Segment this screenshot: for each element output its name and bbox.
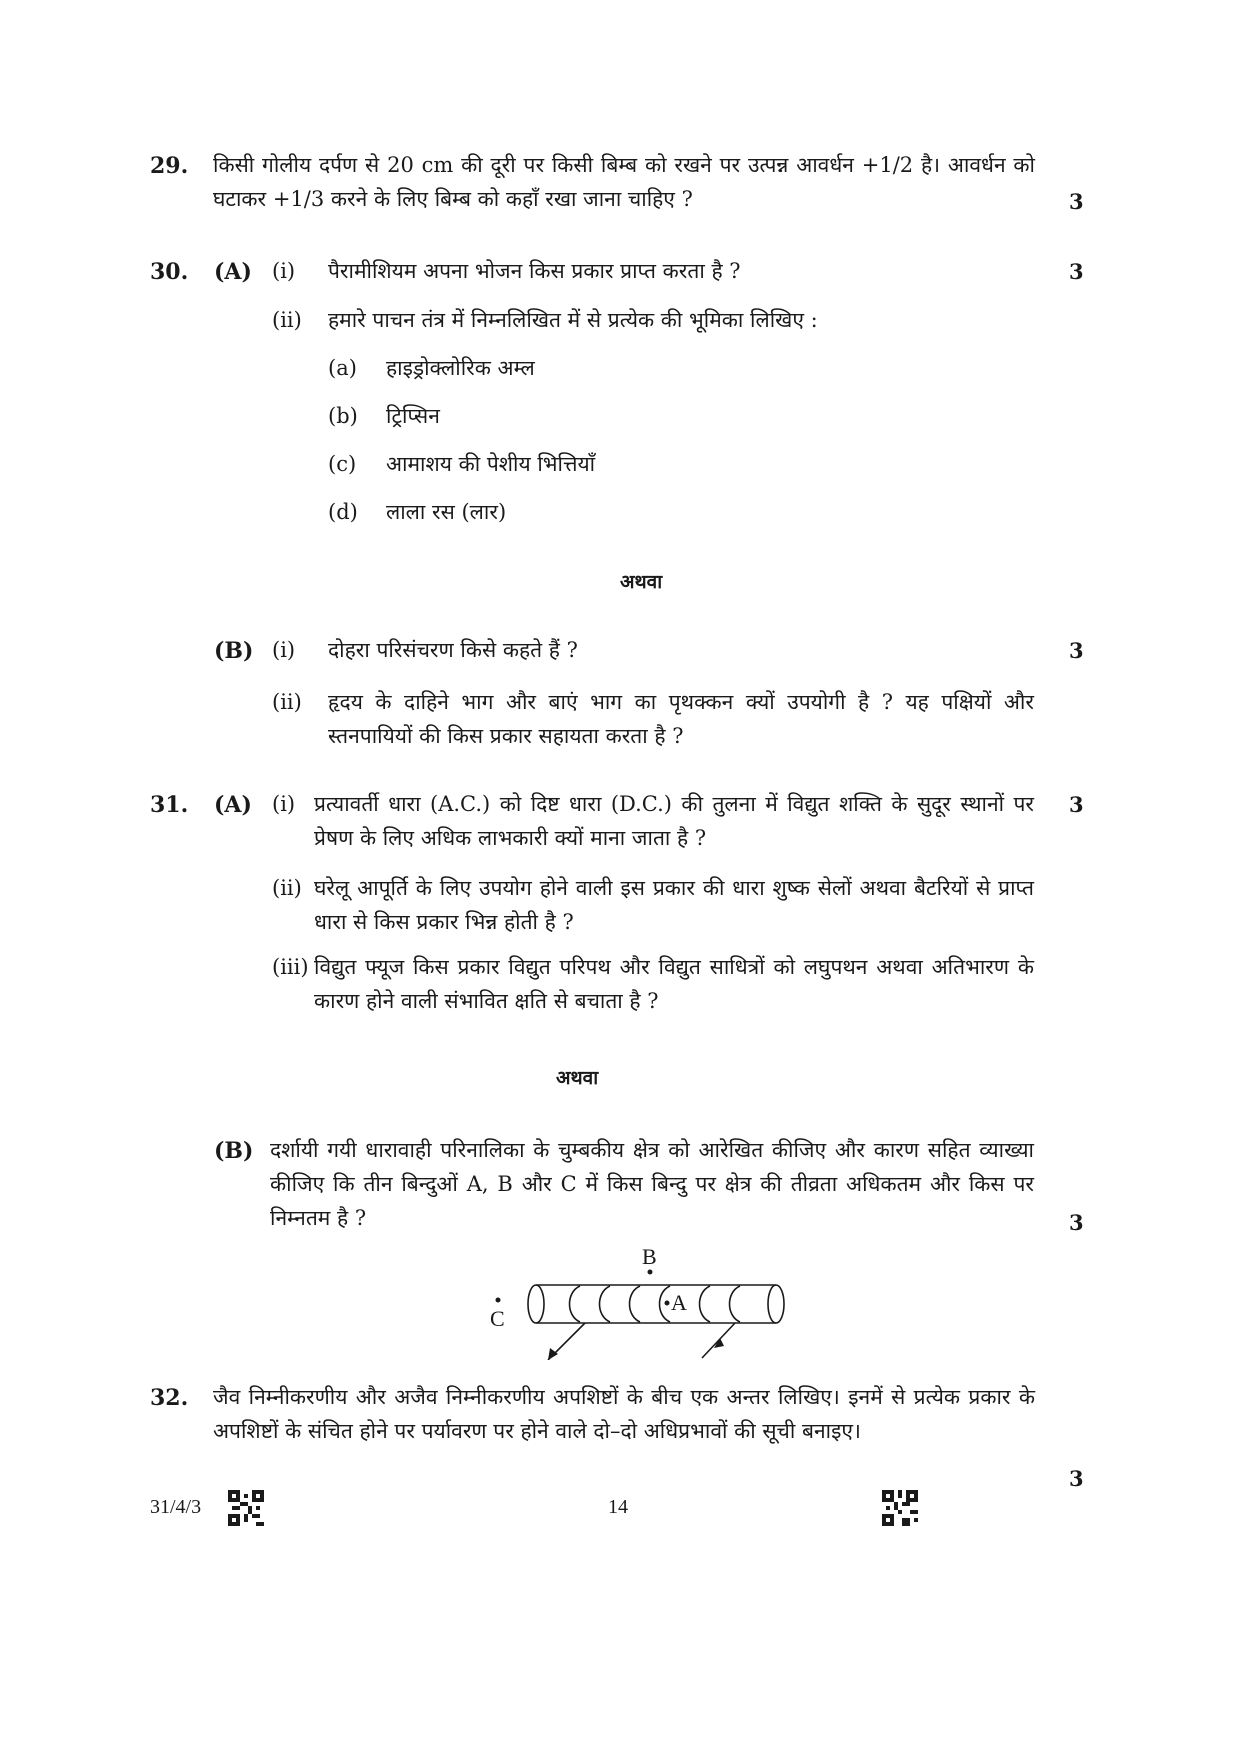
q31-number: 31. <box>150 792 189 818</box>
q29-text: किसी गोलीय दर्पण से 20 cm की दूरी पर किसी बिम्ब को रखने पर उत्पन्न आवर्धन +1/2 है। आवर्धन को घटाकर +1/3 करने के लिए बिम्ब को कहाँ रखा जाना चाहिए ? <box>213 153 1035 211</box>
coil-1 <box>570 1286 581 1322</box>
q30-a-ii-item-b-label: (b) <box>328 404 358 428</box>
q29-number: 29. <box>150 153 189 179</box>
q30-b-ii-label: (ii) <box>272 690 302 714</box>
q30-b-ii-text: हृदय के दाहिने भाग और बाएं भाग का पृथक्कन क्यों उपयोगी है ? यह पक्षियों और स्तनपायियों की किस प्रकार सहायता करता है ? <box>328 690 1034 748</box>
q31-b-text: दर्शायी गयी धारावाही परिनालिका के चुम्बकीय क्षेत्र को आरेखित कीजिए और कारण सहित व्याख्या कीजिए कि तीन बिन्दुओं A, B और C में किस बिन्दु पर क्षेत्र की तीव्रता अधिकतम और किस पर निम्नतम है ? <box>270 1138 1034 1230</box>
q29-marks: 3 <box>1069 189 1084 214</box>
coil-5 <box>700 1286 711 1322</box>
solenoid-figure <box>480 1240 800 1360</box>
q31-b-marks: 3 <box>1069 1210 1084 1235</box>
point-b-label: B <box>642 1244 657 1269</box>
q31-or: अथवा <box>556 1067 599 1089</box>
q31-part-a-label: (A) <box>214 792 252 818</box>
coil-3 <box>630 1286 641 1322</box>
qr-code-right <box>882 1490 918 1526</box>
q30-b-i-text: दोहरा परिसंचरण किसे कहते हैं ? <box>328 638 578 662</box>
q31-a-iii-label: (iii) <box>272 955 309 979</box>
q30-number: 30. <box>150 259 189 285</box>
point-c-dot <box>496 1298 501 1303</box>
page-number: 14 <box>608 1496 628 1518</box>
q30-a-ii-item-a-label: (a) <box>328 356 357 380</box>
q30-a-ii-item-c-text: आमाशय की पेशीय भित्तियाँ <box>386 452 596 476</box>
q30-a-ii-item-b-text: ट्रिप्सिन <box>386 404 440 428</box>
q30-a-i-label: (i) <box>272 259 296 283</box>
point-c-label: C <box>490 1306 505 1331</box>
q31-a-ii-text: घरेलू आपूर्ति के लिए उपयोग होने वाली इस प्रकार की धारा शुष्क सेलों अथवा बैटरियों से प्राप्त धारा से किस प्रकार भिन्न होती है ? <box>314 876 1034 934</box>
q32-marks: 3 <box>1069 1466 1084 1491</box>
q31-a-i-marks: 3 <box>1069 792 1084 817</box>
coil-6 <box>730 1286 741 1322</box>
q32-text: जैव निम्नीकरणीय और अजैव निम्नीकरणीय अपशिष्टों के बीच एक अन्तर लिखिए। इनमें से प्रत्येक प्रकार के अपशिष्टों के संचित होने पर पर्यावरण पर होने वाले दो–दो अधिप्रभावों की सूची बनाइए। <box>213 1385 1035 1443</box>
lead-left-arrow <box>548 1348 558 1360</box>
point-a-dot <box>665 1301 670 1306</box>
q31-part-b-label: (B) <box>214 1138 254 1164</box>
q30-part-b-label: (B) <box>214 638 254 664</box>
qr-code-left <box>228 1490 264 1526</box>
q31-a-ii-label: (ii) <box>272 876 302 900</box>
q30-a-i-marks: 3 <box>1069 259 1084 284</box>
q30-a-ii-label: (ii) <box>272 308 302 332</box>
solenoid-right-end <box>768 1285 784 1323</box>
q30-or: अथवा <box>620 571 663 593</box>
point-b-dot <box>648 1270 653 1275</box>
q30-b-i-marks: 3 <box>1069 638 1084 663</box>
q32-number: 32. <box>150 1385 189 1411</box>
q30-a-i-text: पैरामीशियम अपना भोजन किस प्रकार प्राप्त करता है ? <box>328 259 741 283</box>
q31-a-i-label: (i) <box>272 792 296 816</box>
point-a-label: A <box>671 1290 687 1315</box>
q31-a-i-text: प्रत्यावर्ती धारा (A.C.) को दिष्ट धारा (D.C.) की तुलना में विद्युत शक्ति के सुदूर स्थानों पर प्रेषण के लिए अधिक लाभकारी क्यों माना जाता है ? <box>314 792 1034 850</box>
q30-b-i-label: (i) <box>272 638 296 662</box>
coil-2 <box>600 1286 611 1322</box>
q30-a-ii-item-d-text: लाला रस (लार) <box>386 500 507 524</box>
q30-a-ii-item-d-label: (d) <box>328 500 358 524</box>
paper-code: 31/4/3 <box>150 1496 202 1518</box>
solenoid-left-end <box>528 1285 544 1323</box>
q30-a-ii-item-a-text: हाइड्रोक्लोरिक अम्ल <box>386 356 535 380</box>
q30-a-ii-item-c-label: (c) <box>328 452 357 476</box>
q30-part-a-label: (A) <box>214 259 252 285</box>
q31-a-iii-text: विद्युत फ्यूज किस प्रकार विद्युत परिपथ और विद्युत साधित्रों को लघुपथन अथवा अतिभारण के कारण होने वाली संभावित क्षति से बचाता है ? <box>314 955 1034 1013</box>
q30-a-ii-text: हमारे पाचन तंत्र में निम्नलिखित में से प्रत्येक की भूमिका लिखिए : <box>328 308 818 332</box>
